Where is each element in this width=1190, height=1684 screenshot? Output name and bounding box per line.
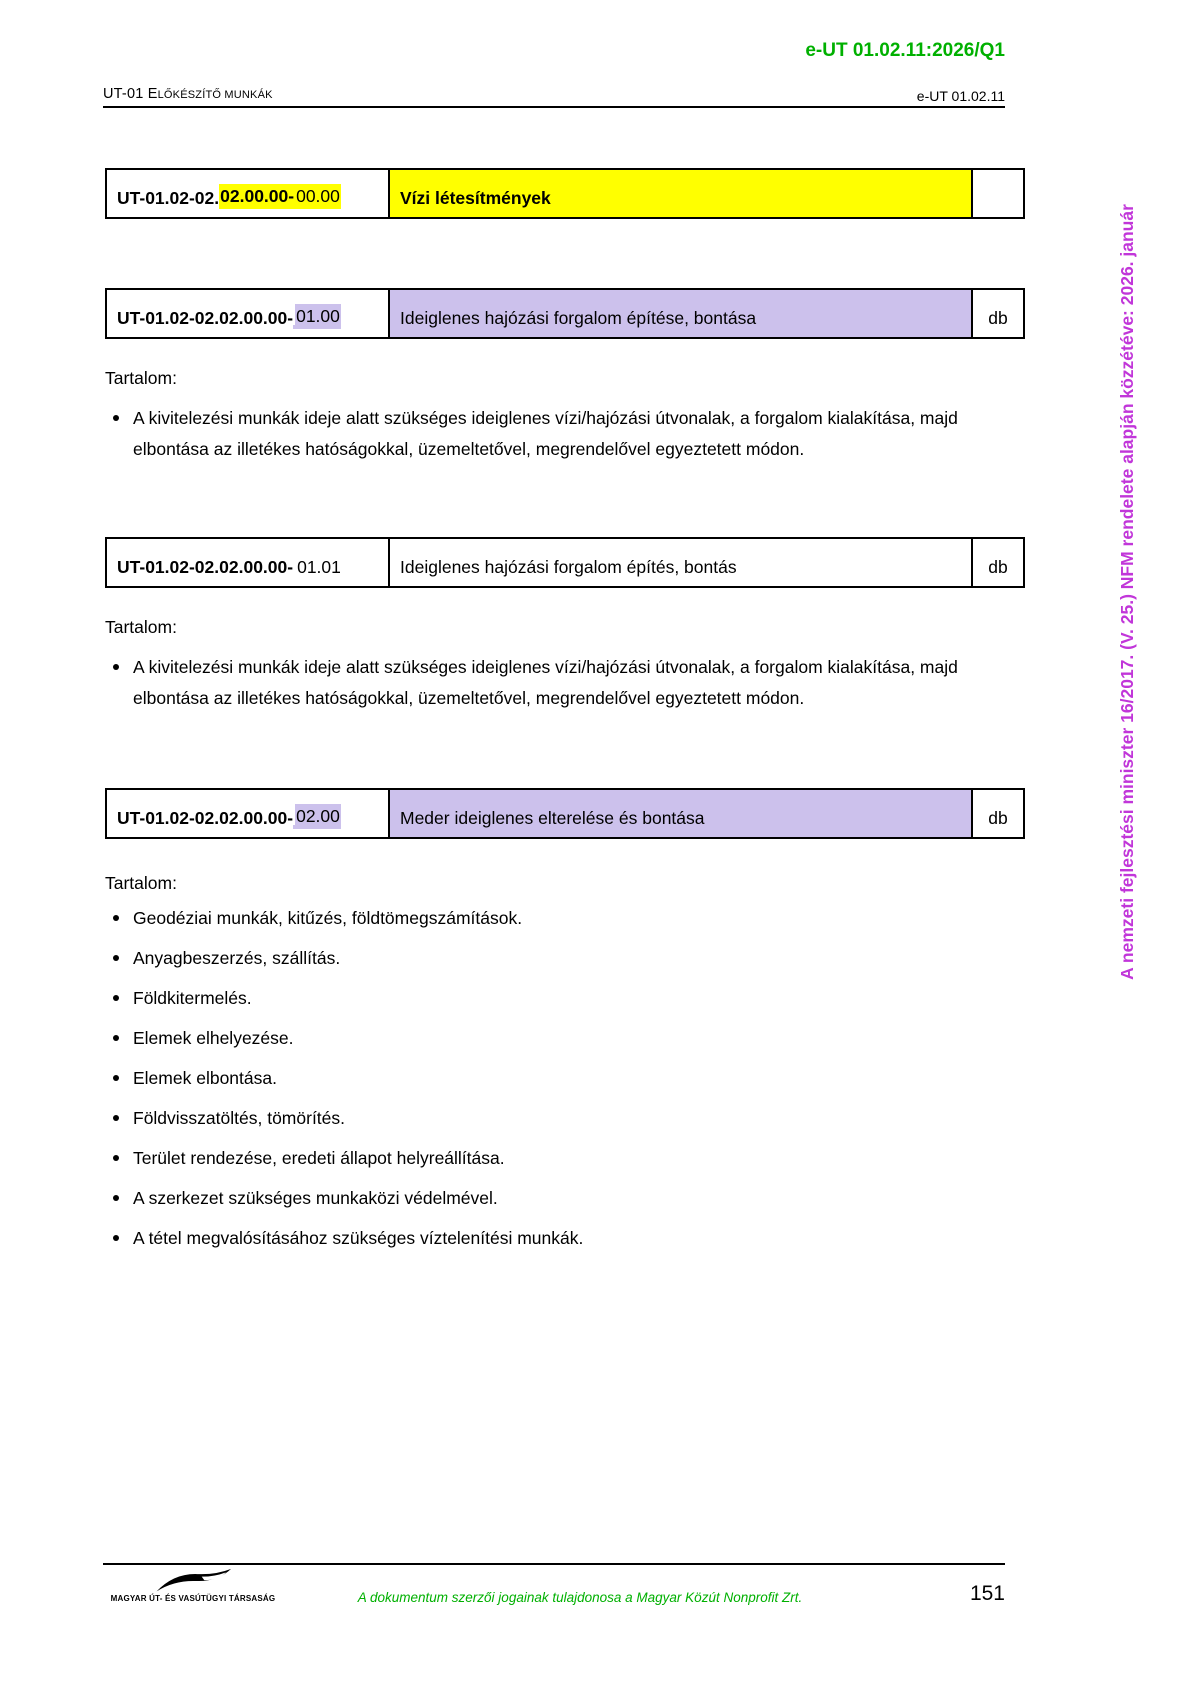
item-code [105, 788, 388, 839]
footer-rule [103, 1563, 1005, 1565]
bullet-item [113, 1067, 1013, 1090]
chapter-title [103, 86, 273, 102]
tartalom-label: Tartalom: [105, 617, 177, 637]
item-unit-cell: db [973, 288, 1025, 339]
item-code-prefix: UT-01.02-02.02.00.00- [117, 308, 294, 328]
bullet-dot-icon [113, 947, 133, 970]
item-row-01-01 [105, 537, 1025, 588]
bullet-dot-icon [113, 1027, 133, 1050]
society-logo-mark [148, 1568, 238, 1594]
bullet-item [113, 403, 1013, 465]
document-version-code: e-UT 01.02.11:2026/Q1 [805, 40, 1005, 61]
item-title-cell [388, 788, 973, 839]
bullet-item [113, 1227, 1013, 1250]
item-title: Ideiglenes hajózási forgalom építése, bontása [400, 308, 757, 328]
tartalom-bullets [113, 652, 1013, 714]
header-rule [103, 106, 1005, 108]
item-unit-cell: db [973, 788, 1025, 839]
item-row-00-00 [105, 168, 1025, 219]
tartalom-label: Tartalom: [105, 873, 177, 893]
bullet-item [113, 652, 1013, 714]
society-logo-text: MAGYAR ÚT- ÉS VASÚTÜGYI TÁRSASÁG [110, 1594, 276, 1603]
bullet-text: Terület rendezése, eredeti állapot helyreállítása. [133, 1148, 505, 1168]
bullet-item [113, 1187, 1013, 1210]
header-doc-code: e-UT 01.02.11 [916, 88, 1005, 104]
item-unit-cell [973, 168, 1025, 219]
item-code [105, 288, 388, 339]
bullet-dot-icon [113, 403, 133, 465]
item-code-highlight: 02.00 [295, 804, 341, 829]
chapter-title-caps: LŐKÉSZÍTŐ MUNKÁK [157, 89, 273, 101]
item-code-highlight: 00.00 [295, 184, 341, 209]
bullet-text: Földvisszatöltés, tömörítés. [133, 1108, 346, 1128]
page-number: 151 [969, 1582, 1005, 1605]
item-title: Ideiglenes hajózási forgalom építés, bontás [400, 557, 737, 577]
bullet-dot-icon [113, 907, 133, 930]
tartalom-bullets [113, 403, 1013, 465]
item-code [105, 168, 388, 219]
item-code-prefix: UT-01.02-02.02.00.00- [117, 557, 294, 577]
tartalom-bullets [113, 907, 1013, 1267]
item-code-highlight-bold: 02.00.00- [219, 184, 295, 209]
bullet-item [113, 1107, 1013, 1130]
bullet-dot-icon [113, 1227, 133, 1250]
bullet-text: Földkitermelés. [133, 988, 252, 1008]
item-title: Meder ideiglenes elterelése és bontása [400, 808, 705, 828]
society-logo [103, 1568, 283, 1603]
bullet-item [113, 907, 1013, 930]
bullet-dot-icon [113, 987, 133, 1010]
bullet-text: Geodéziai munkák, kitűzés, földtömegszámítások. [133, 908, 523, 928]
bullet-text: Elemek elhelyezése. [133, 1028, 294, 1048]
bullet-text: Anyagbeszerzés, szállítás. [133, 948, 341, 968]
copyright-note: A dokumentum szerzői jogainak tulajdonosa a Magyar Közút Nonprofit Zrt. [357, 1590, 803, 1605]
item-code-highlight: 01.00 [295, 304, 341, 329]
bullet-dot-icon [113, 1187, 133, 1210]
bullet-item [113, 947, 1013, 970]
tartalom-label: Tartalom: [105, 368, 177, 388]
bullet-text: A tétel megvalósításához szükséges víztelenítési munkák. [133, 1228, 584, 1248]
bullet-text: A kivitelezési munkák ideje alatt szükséges ideiglenes vízi/hajózási útvonalak, a forgalom kialakítása, majd elbontása az illetékes hatóságokkal, üzemeltetővel, megrendelővel egyeztetett módon. [133, 408, 958, 459]
item-row-02-00 [105, 788, 1025, 839]
side-note-vertical: A nemzeti fejlesztési miniszter 16/2017. (V. 25.) NFM rendelete alapján közzétéve: 2026. január [1117, 204, 1137, 980]
bullet-item [113, 1027, 1013, 1050]
item-code [105, 537, 388, 588]
bullet-dot-icon [113, 652, 133, 714]
item-unit-cell: db [973, 537, 1025, 588]
item-row-01-00 [105, 288, 1025, 339]
chapter-title-main: UT-01 E [103, 86, 158, 102]
bullet-item [113, 987, 1013, 1010]
bullet-dot-icon [113, 1067, 133, 1090]
bullet-text: A szerkezet szükséges munkaközi védelmével. [133, 1188, 498, 1208]
item-code-tail: 01.01 [297, 557, 341, 577]
item-title: Vízi létesítmények [400, 188, 551, 208]
bullet-text: A kivitelezési munkák ideje alatt szükséges ideiglenes vízi/hajózási útvonalak, a forgalom kialakítása, majd elbontása az illetékes hatóságokkal, üzemeltetővel, megrendelővel egyeztetett módon. [133, 657, 958, 708]
item-code-prefix: UT-01.02-02. [117, 188, 220, 208]
item-title-cell [388, 168, 973, 219]
bullet-dot-icon [113, 1147, 133, 1170]
bullet-dot-icon [113, 1107, 133, 1130]
item-code-prefix: UT-01.02-02.02.00.00- [117, 808, 294, 828]
bullet-item [113, 1147, 1013, 1170]
item-title-cell [388, 537, 973, 588]
item-title-cell [388, 288, 973, 339]
bullet-text: Elemek elbontása. [133, 1068, 277, 1088]
